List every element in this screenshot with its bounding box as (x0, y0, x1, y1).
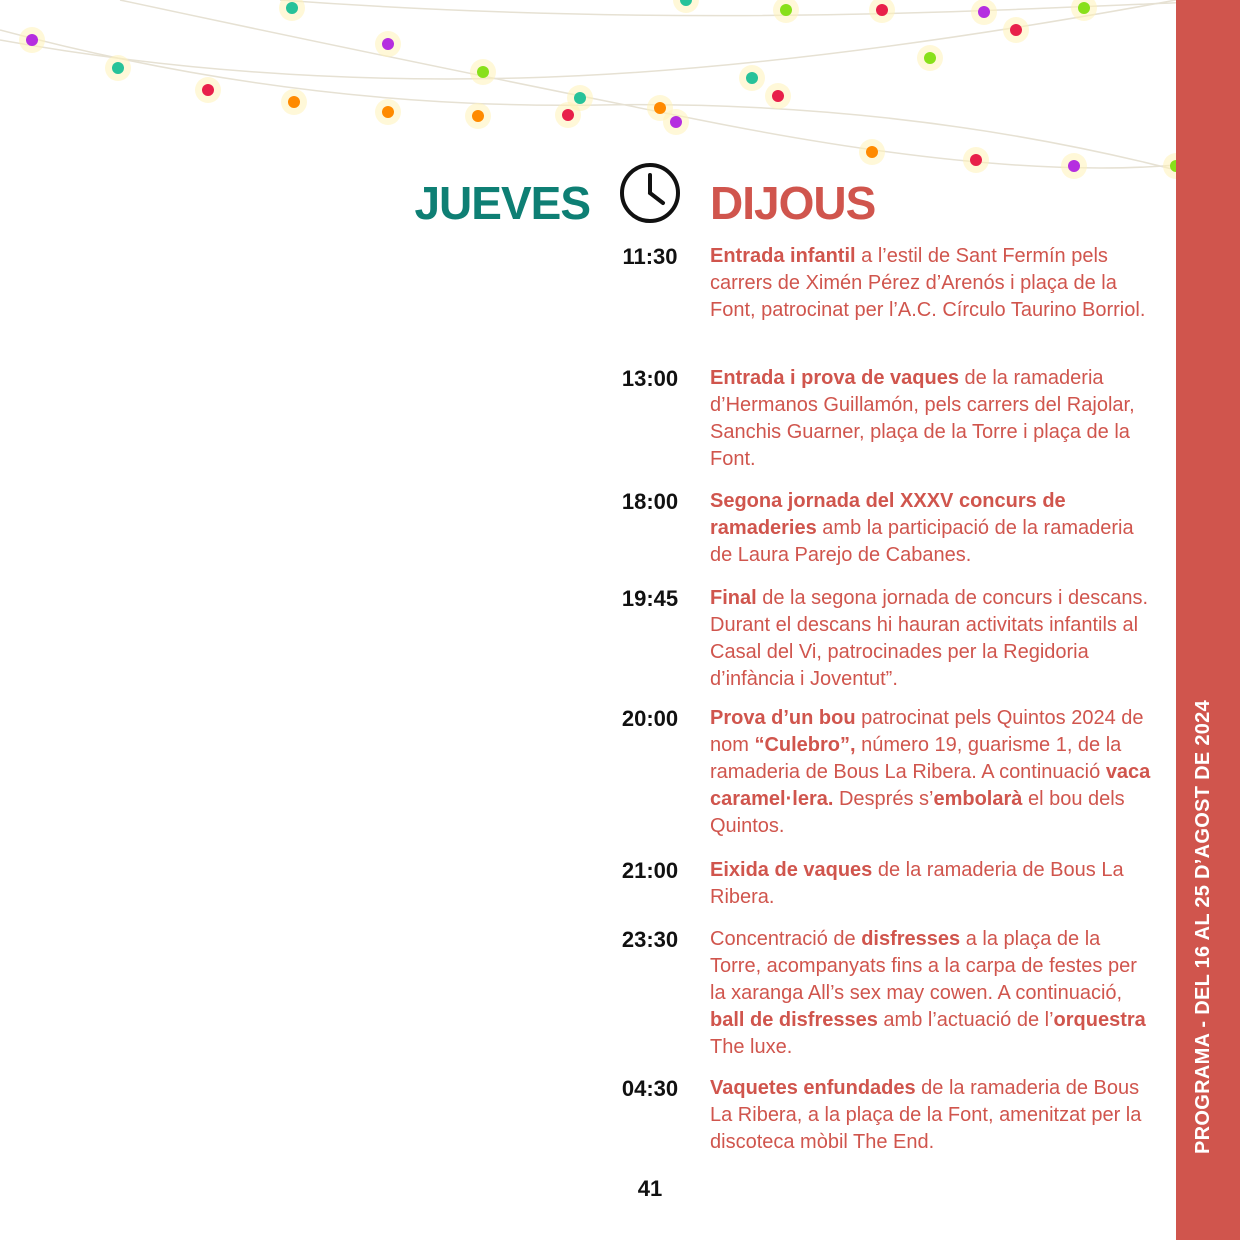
text: amb l’actuació de l’ (877, 1009, 1054, 1031)
event-description-ca (710, 243, 1155, 324)
text: de la ramaderia d’Hermanos Guillamón, pels carrers del Rajolar, Sanchis Guarner, plaça de la Torre i plaça de la Font. (710, 367, 1135, 470)
light-bulb (978, 6, 990, 18)
light-bulb (382, 38, 394, 50)
event-description-ca (710, 926, 1155, 1061)
event-description-ca (710, 1075, 1155, 1156)
text: de la ramaderia de Bous La Ribera. (710, 859, 1124, 908)
event-time: 11:30 (622, 244, 678, 269)
light-bulb (477, 66, 489, 78)
event-time: 20:00 (621, 706, 679, 731)
light-bulb (112, 62, 124, 74)
text: patrocinat pels Quintos 2024 de nom (710, 707, 1144, 756)
light-bulb (866, 146, 878, 158)
event-description-ca (710, 365, 1155, 473)
bold-text: ball de disfresses (710, 1009, 878, 1031)
bold-text: Eixida de vaques (710, 859, 873, 881)
bold-text: disfresses (861, 928, 961, 950)
light-bulb (26, 34, 38, 46)
light-bulb (288, 96, 300, 108)
bold-text: Final (710, 587, 757, 609)
bold-text: Entrada i prova de vaques (710, 367, 959, 389)
event-time: 19:45 (621, 586, 679, 611)
light-bulb (670, 116, 682, 128)
event-time: 13:00 (621, 366, 679, 391)
light-bulb (924, 52, 936, 64)
event-description-ca (710, 488, 1155, 569)
light-bulb (654, 102, 666, 114)
text: a la plaça de la Torre, acompanyats fins a la carpa de festes per la xaranga All’s sex may cowen. A continuació, (710, 928, 1137, 1004)
event-time: 21:00 (621, 858, 679, 883)
bold-text: “Culebro”, (754, 734, 856, 756)
text: el bou dels Quintos. (710, 788, 1125, 837)
light-bulb (1078, 2, 1090, 14)
event-description-ca (710, 705, 1155, 840)
light-bulb (746, 72, 758, 84)
light-bulb (472, 110, 484, 122)
event-time: 23:30 (621, 927, 679, 952)
event-description-ca (710, 857, 1155, 911)
light-bulb (286, 2, 298, 14)
light-bulb (876, 4, 888, 16)
text: a l’estil de Sant Fermín pels carrers de Ximén Pérez d’Arenós i plaça de la Font, patrocinat per l’A.C. Círculo Taurino Borriol. (710, 245, 1146, 321)
light-bulb (382, 106, 394, 118)
page-number: 41 (637, 1176, 663, 1201)
bold-text: embolarà (933, 788, 1023, 810)
text: The luxe. (710, 1036, 793, 1058)
event-time: 04:30 (621, 1076, 679, 1101)
light-bulb (202, 84, 214, 96)
bold-text: vaca caramel·lera. (710, 761, 1151, 810)
day-title-es: JUEVES (414, 177, 590, 229)
event-time: 18:00 (621, 489, 679, 514)
bold-text: Prova d’un bou (710, 707, 856, 729)
string-lights-decoration (0, 0, 1176, 190)
text: de la segona jornada de concurs i descans. Durant el descans hi hauran activitats infantils al Casal del Vi, patrocinades per la Regidoria d’infància i Joventut”. (710, 587, 1149, 690)
text: Concentració de (710, 928, 862, 950)
light-bulb (780, 4, 792, 16)
bold-text: Vaquetes enfundades (710, 1077, 916, 1099)
bold-text: Entrada infantil (710, 245, 856, 267)
light-bulb (1068, 160, 1080, 172)
clock-icon (618, 161, 682, 225)
light-wire (280, 0, 1176, 16)
day-title-ca: DIJOUS (710, 177, 876, 229)
bold-text: orquestra (1053, 1009, 1146, 1031)
text: amb la participació de la ramaderia de Laura Parejo de Cabanes. (710, 517, 1134, 566)
bold-text: Segona jornada del XXXV concurs de ramaderies (710, 490, 1066, 539)
light-bulb (574, 92, 586, 104)
text: de la ramaderia de Bous La Ribera, a la plaça de la Font, amenitzat per la discoteca mòbil The End. (710, 1077, 1142, 1153)
sidebar-text: PROGRAMA - DEL 16 AL 25 D’AGOST DE 2024 (1192, 699, 1214, 1154)
light-bulb (970, 154, 982, 166)
light-bulb (562, 109, 574, 121)
light-bulb (1010, 24, 1022, 36)
event-description-ca (710, 585, 1155, 693)
light-bulb (772, 90, 784, 102)
text: Després s’ (833, 788, 934, 810)
text: número 19, guarisme 1, de la ramaderia de Bous La Ribera. A continuació (710, 734, 1122, 783)
